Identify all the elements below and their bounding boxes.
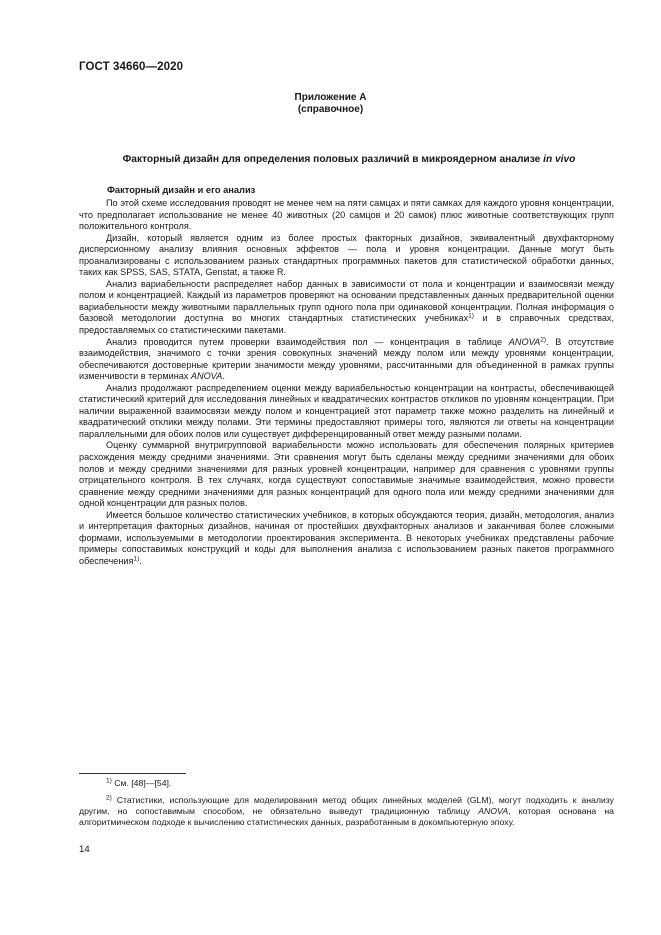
paragraph-3-text-a: Анализ вариабельности распределяет набор данных в зависимости от пола и концентрации и взаимосвязи между полом и концентрацией. Каждый из параметров проверяют на основании представленных данных предварительной оценки вариабельности между животными параллельных групп одного пола при одинаковой концентрации. Полная информация о базовой методологии доступна во многих стандартных статистических учебниках <box>79 278 614 324</box>
paragraph-4 <box>79 337 614 383</box>
footnote-1-text: См. [48]—[54]. <box>111 778 172 788</box>
section-subtitle: Факторный дизайн и его анализ <box>107 185 256 195</box>
anova-term: ANOVA <box>508 336 541 347</box>
paragraph-5: Анализ продолжают распределением оценки между вариабельностью концентрации на контрасты, обеспечивающей статистический критерий для исследования линейных и квадратических контрастов откликов по уровням концентрации. При наличии выраженной взаимосвязи между полом и концентрацией этот параметр также можно разделить на линейный и квадратический отклики между полами. Эти термины предоставляют примеры того, являются ли ответы на концентрации параллельными для обоих полов или существует дифференцированный ответ между разными полами. <box>79 382 614 439</box>
paragraph-4-text-a: Анализ проводится путем проверки взаимодействия пол — концентрация в таблице <box>106 336 509 347</box>
footnote-2 <box>79 795 614 828</box>
section-title-italic: in vivo <box>543 154 576 165</box>
footnote-1-mark: 1) <box>106 777 112 785</box>
paragraph-3 <box>79 279 614 337</box>
footnote-1 <box>79 778 614 789</box>
paragraph-4-text-c: . <box>222 371 225 382</box>
paragraph-7-text-b: . <box>139 555 142 566</box>
body-text <box>79 198 614 568</box>
footnote-separator <box>79 773 186 774</box>
standard-number: ГОСТ 34660—2020 <box>79 61 184 73</box>
paragraph-3-text-b: и в справочных средствах, предоставляемых со статистическими пакетами. <box>79 313 614 336</box>
anova-term: ANOVA <box>190 371 223 382</box>
footnote-ref-1: 1) <box>133 555 140 563</box>
paragraph-4-text-b: . В отсутствие взаимодействия, значимого с точки зрения совокупных значений между полом или между уровнями концентрации, обеспечиваются достоверные критерии значимости между уровнями, рассчитанными для объединенной в рамках группы изменчивости в терминах <box>79 336 614 382</box>
footnote-2-text-a: Статистики, использующие для моделирования метод общих линейных моделей (GLM), могут подходить к анализу другим, но сопоставимым способом, не обязательно выведут традиционную таблицу <box>79 795 614 816</box>
paragraph-7-text-a: Имеется большое количество статистических учебников, в которых обсуждаются теория, дизайн, методология, анализ и интерпретация факторных дизайнов, начиная от простейших двухфакторных анализов и заканчивая более сложными формами, используемыми в методологии проектирования эксперимента. В некоторых учебниках представлены рабочие примеры сопоставимых конструкций и коды для выполнения анализа с использованием разных пакетов программного обеспечения <box>79 509 614 566</box>
footnote-ref-1: 1) <box>468 312 474 320</box>
appendix-title: Приложение А <box>294 92 367 103</box>
anova-term: ANOVA <box>478 806 509 816</box>
paragraph-7 <box>79 510 614 568</box>
paragraph-6: Оценку суммарной внутригрупповой вариабельности можно использовать для обеспечения полярных критериев расхождения между средними значениями. Эти сравнения могут быть сделаны между средними значениями для обоих полов и между средними значениями для разных уровней концентрации, например для сравнения с уровнями группы отрицательного контроля. В тех случаях, когда существуют сопоставимые значимые взаимодействия, можно провести сравнение между средними значениями для разных концентраций для одного пола или между средними значениями для одной концентрации для разных полов. <box>79 440 614 509</box>
appendix-note: (справочное) <box>297 104 364 115</box>
footnote-ref-2: 2) <box>540 336 547 344</box>
section-title-main: Факторный дизайн для определения половых различий в микроядерном анализе <box>122 154 544 165</box>
paragraph-2: Дизайн, который является одним из более простых факторных дизайнов, эквивалентный двухфакторному дисперсионному анализу влияния основных эффектов — пола и уровня концентрации. Данные могут быть проанализированы с использованием разных стандартных программных пакетов для статистической обработки данных, таких как SPSS, SAS, STATA, Genstat, а также R. <box>79 232 614 278</box>
page-number: 14 <box>79 844 90 855</box>
section-title <box>79 154 619 165</box>
paragraph-1: По этой схеме исследования проводят не менее чем на пяти самцах и пяти самках для каждого уровня концентрации, что предполагает использование не менее 40 животных (20 самцов и 20 самок) плюс животные соответствующих групп положительного контроля. <box>79 198 614 232</box>
footnote-2-text-b: , которая основана на алгоритмическом подходе к вычислению статистических данных, разработанным в докомпьютерную эпоху. <box>79 806 614 827</box>
footnote-2-mark: 2) <box>106 794 112 802</box>
